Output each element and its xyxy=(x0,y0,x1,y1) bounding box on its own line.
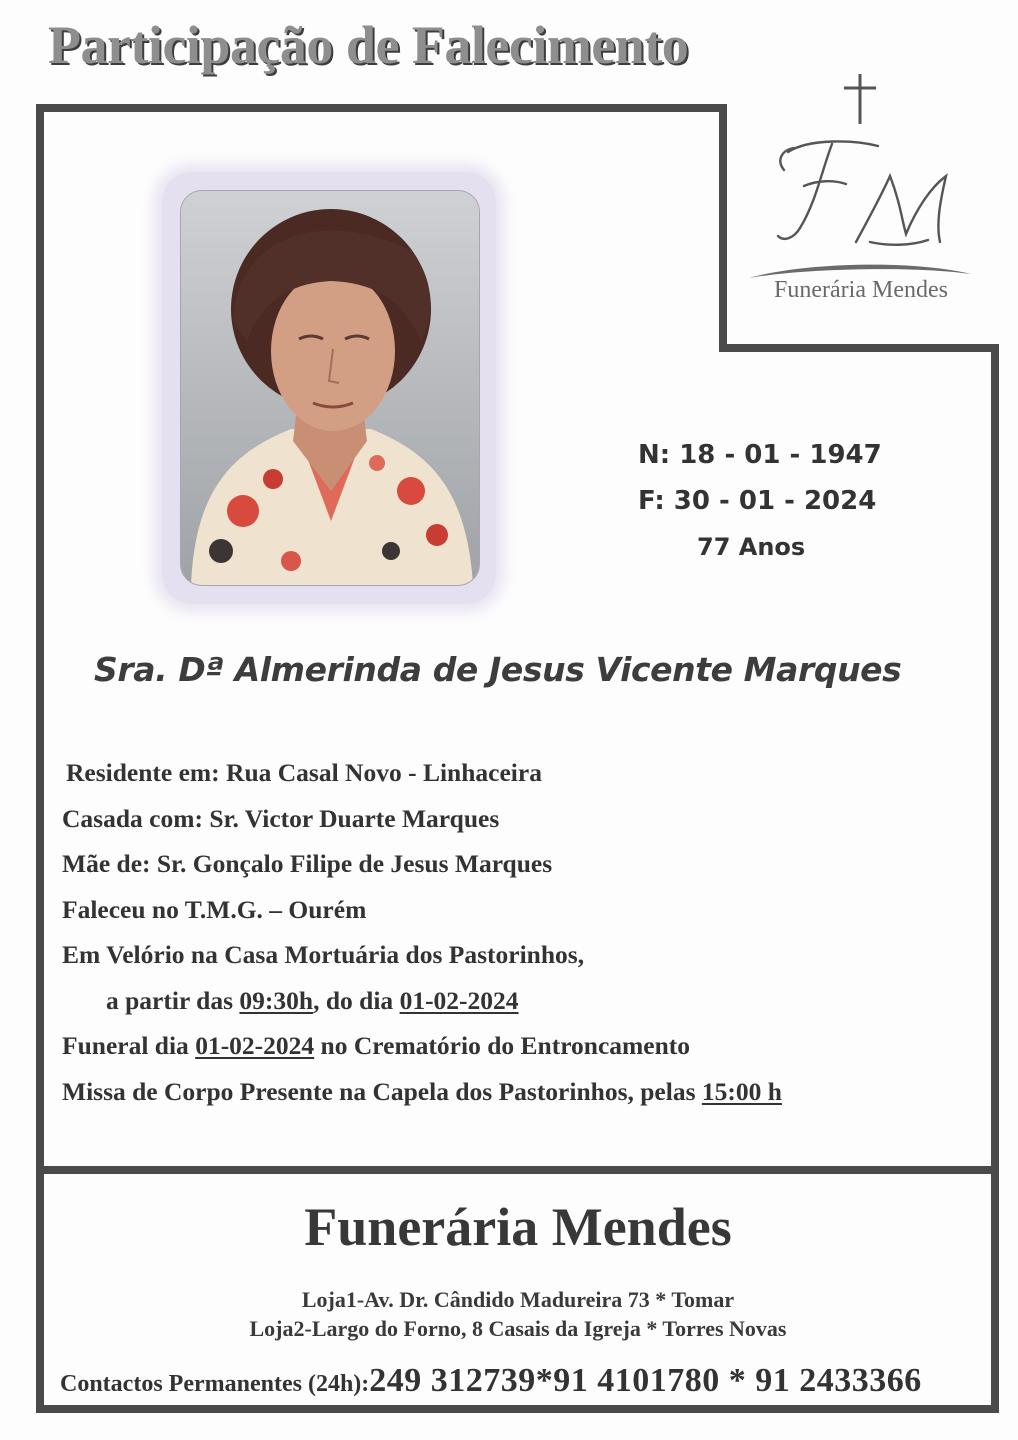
wake-location-line: Em Velório na Casa Mortuária dos Pastorinhos, xyxy=(62,940,585,969)
wake-time: 09:30h xyxy=(239,985,314,1015)
birth-date: N: 18 - 01 - 1947 xyxy=(638,440,882,470)
mass-time: 15:00 h xyxy=(701,1076,782,1106)
cross-icon xyxy=(840,72,880,126)
deceased-portrait xyxy=(180,190,480,586)
funeral-date: 01-02-2024 xyxy=(195,1031,315,1060)
children-line: Mãe de: Sr. Gonçalo Filipe de Jesus Marques xyxy=(62,849,553,878)
funeral-suffix: no Crematório do Entroncamento xyxy=(314,1031,691,1060)
logo-wordmark: Funerária Mendes xyxy=(774,277,948,303)
company-name: Funerária Mendes xyxy=(304,1197,732,1257)
funeral-prefix: Funeral dia xyxy=(62,1031,196,1060)
funeral-line xyxy=(62,1023,962,1069)
contacts-numbers: 249 312739*91 4101780 * 91 2433366 xyxy=(369,1362,922,1399)
wake-from-mid: , do dia xyxy=(313,985,400,1015)
mass-line xyxy=(62,1069,962,1115)
deceased-name: Sra. Dª Almerinda de Jesus Vicente Marques xyxy=(94,650,902,689)
contacts-label: Contactos Permanentes (24h): xyxy=(60,1371,370,1397)
address-line-1: Loja1-Av. Dr. Cândido Madureira 73 * Tomar xyxy=(301,1287,735,1312)
age: 77 Anos xyxy=(697,533,806,561)
wake-date: 01-02-2024 xyxy=(399,985,519,1015)
details-block xyxy=(62,750,962,1114)
spouse-line: Casada com: Sr. Victor Duarte Marques xyxy=(62,803,500,833)
wake-time-line xyxy=(62,978,962,1024)
dates-block xyxy=(596,432,916,570)
wake-from-prefix: a partir das xyxy=(106,985,240,1015)
page-title: Participação de Falecimento xyxy=(48,15,689,75)
fm-monogram-logo xyxy=(760,130,960,260)
place-of-death-line: Faleceu no T.M.G. – Ourém xyxy=(62,894,367,924)
mass-prefix: Missa de Corpo Presente na Capela dos Pastorinhos, pelas xyxy=(62,1076,702,1106)
contacts-line xyxy=(60,1362,990,1400)
residence-line: Residente em: Rua Casal Novo - Linhaceira xyxy=(66,758,542,787)
address-line-2: Loja2-Largo do Forno, 8 Casais da Igreja * Torres Novas xyxy=(249,1316,787,1341)
death-date: F: 30 - 01 - 2024 xyxy=(638,486,877,516)
